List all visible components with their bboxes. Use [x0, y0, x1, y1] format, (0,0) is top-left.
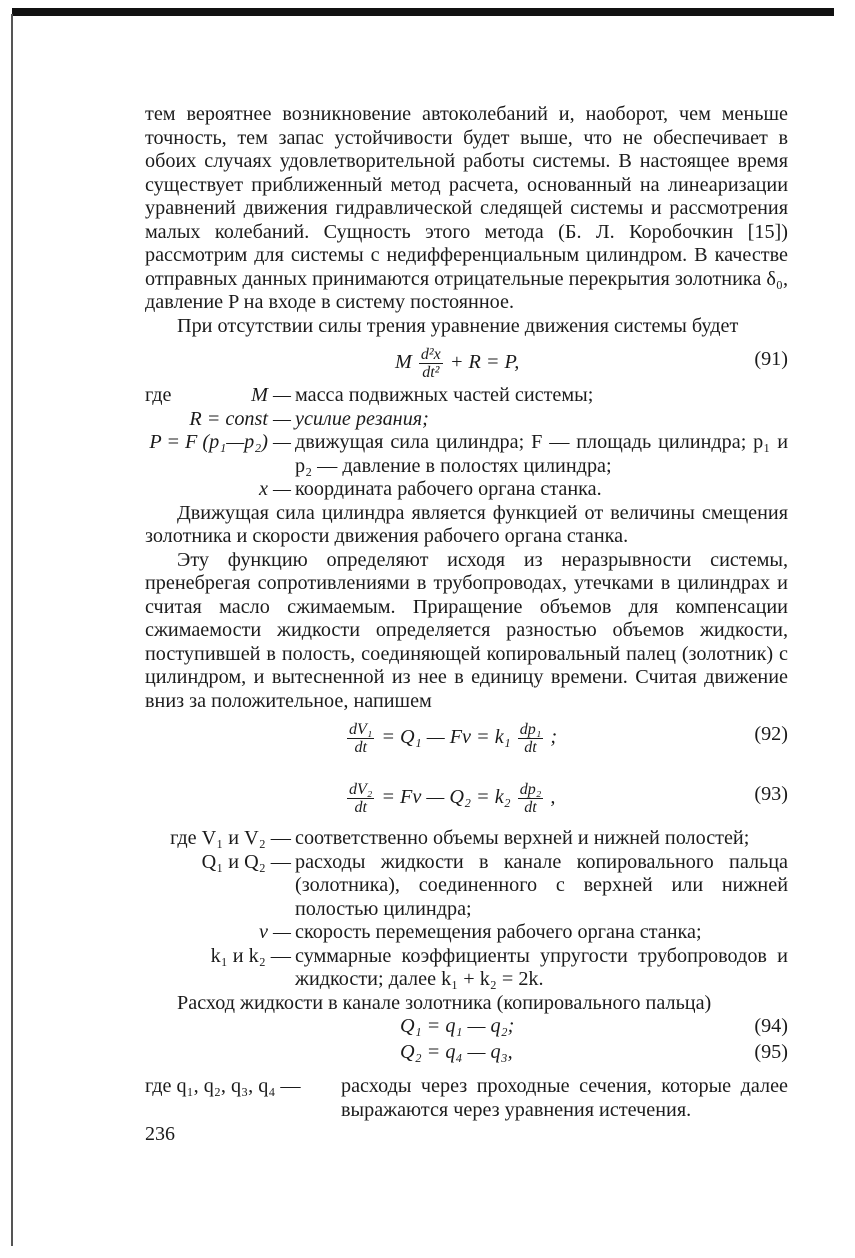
eq92-frac2-den: dt [524, 739, 537, 756]
definition-text: расходы жидкости в канале копировального пальца (золотника), соединенного с верхней или нижней полостью цилиндра; [295, 850, 788, 920]
definition-text: координата рабочего органа станка. [295, 478, 602, 500]
equation-number-95: (95) [754, 1041, 788, 1063]
definition-term: где V₁ и V₂ — [170, 827, 291, 849]
eq93-frac2-num: dp₂ [519, 781, 542, 798]
definition-text: скорость перемещения рабочего органа станка; [295, 921, 702, 943]
definition-row [145, 945, 788, 992]
eq92-frac-den: dt [354, 739, 367, 756]
definition-row [145, 851, 788, 922]
eq91-rhs: + R = P, [449, 351, 520, 374]
definition-row [145, 921, 788, 945]
definition-row [145, 408, 788, 432]
definition-term: где q₁, q₂, q₃, q₄ — [145, 1075, 301, 1097]
paragraph-intro: тем вероятнее возникновение автоколебаний и, наоборот, чем меньше точность, тем запас устойчивости будет выше, что не обеспечивает в обоих случаях удовлетворительной работы системы. В настоящее время существует приближенный метод расчета, основанный на линеаризации уравнений движения гидравлической следящей системы и рассмотрения малых колебаний. Сущность этого метода (Б. Л. Коробочкин [15]) рассмотрим для системы с недифференциальным цилиндром. В качестве отправных данных принимаются отрицательные перекрытия золотника δ₀, давление P на входе в систему постоянное. [145, 103, 789, 313]
definitions-block-3 [145, 1075, 788, 1122]
definition-row [145, 384, 788, 408]
equation-91 [145, 338, 788, 384]
eq91-frac-den: dt² [422, 364, 440, 381]
equation-number-94: (94) [754, 1015, 788, 1037]
definition-text: соответственно объемы верхней и нижней полостей; [295, 827, 750, 849]
definition-term: P = F (p₁—p₂) — [149, 431, 291, 453]
eq93-end: , [550, 786, 556, 809]
definitions-block-1 [145, 384, 788, 502]
equation-92 [145, 713, 788, 759]
scan-top-border [12, 8, 834, 16]
eq93-frac2-den: dt [524, 799, 537, 816]
eq92-middle: = Q₁ — Fv = k₁ [381, 726, 511, 749]
definition-term: v — [259, 921, 291, 943]
definition-text: расходы через проходные сечения, которые далее выражаются через уравнения истечения. [341, 1075, 788, 1121]
page-number: 236 [145, 1123, 175, 1145]
definition-term: R = const — [189, 407, 291, 430]
eq92-end: ; [550, 726, 558, 749]
paragraph-driving-force: Движущая сила цилиндра является функцией от величины смещения золотника и скорости движения рабочего органа станка. [145, 501, 788, 547]
definition-term: k₁ и k₂ — [210, 944, 291, 967]
definition-row [145, 478, 788, 502]
eq95-expression: Q₂ = q₄ — q₃, [400, 1041, 513, 1063]
equation-number-91: (91) [754, 348, 788, 370]
equation-number-93: (93) [754, 783, 788, 805]
eq91-fraction [419, 346, 443, 381]
definition-text: масса подвижных частей системы; [295, 384, 594, 406]
paragraph-motion-equation: При отсутствии силы трения уравнение движения системы будет [177, 314, 739, 337]
eq93-frac-num: dV₂ [349, 781, 373, 798]
eq93-fraction-left [347, 781, 374, 816]
where-label: где [145, 384, 172, 406]
paragraph-continuity: Эту функцию определяют исходя из неразрывности системы, пренебрегая сопротивлениями в трубопроводах, утечками в цилиндрах и считая масло сжимаемым. Приращение объемов для компенсации сжимаемости жидкости определяется разностью объемов жидкости, поступившей в полость, соединяющей копировальный палец (золотник) с цилиндром, и вытесненной из нее в единицу времени. Считая движение вниз за положительное, напишем [145, 548, 788, 712]
eq92-fraction-left [347, 721, 374, 756]
equation-94 [145, 1015, 788, 1041]
eq93-fraction-right [518, 781, 544, 816]
eq92-fraction-right [518, 721, 544, 756]
equation-93 [145, 773, 788, 819]
eq93-middle: = Fv — Q₂ = k₂ [381, 786, 511, 809]
definition-term: Q₁ и Q₂ — [201, 850, 291, 873]
definition-term: x — [259, 478, 291, 500]
definition-text: усилие резания; [295, 407, 429, 430]
eq94-expression: Q₁ = q₁ — q₂; [400, 1015, 515, 1037]
eq92-frac-num: dV₁ [349, 721, 373, 738]
definitions-block-2 [145, 827, 788, 992]
equation-95 [145, 1041, 788, 1067]
eq93-frac-den: dt [354, 799, 367, 816]
definition-term: M — [251, 384, 291, 406]
definition-row [145, 431, 788, 478]
page-body [145, 103, 788, 1122]
equation-number-92: (92) [754, 723, 788, 745]
scan-left-edge [11, 14, 13, 1246]
definition-text: движущая сила цилиндра; F — площадь цилиндра; p₁ и p₂ — давление в полостях цилиндра; [295, 431, 788, 477]
eq91-lhs: M [395, 351, 412, 374]
definition-text: суммарные коэффициенты упругости трубопроводов и жидкости; далее k₁ + k₂ = 2k. [295, 944, 788, 990]
paragraph-spool-flow: Расход жидкости в канале золотника (копировального пальца) [177, 991, 712, 1014]
eq91-frac-num: d²x [420, 346, 441, 363]
definition-row [145, 827, 788, 851]
eq92-frac2-num: dp₁ [519, 721, 542, 738]
